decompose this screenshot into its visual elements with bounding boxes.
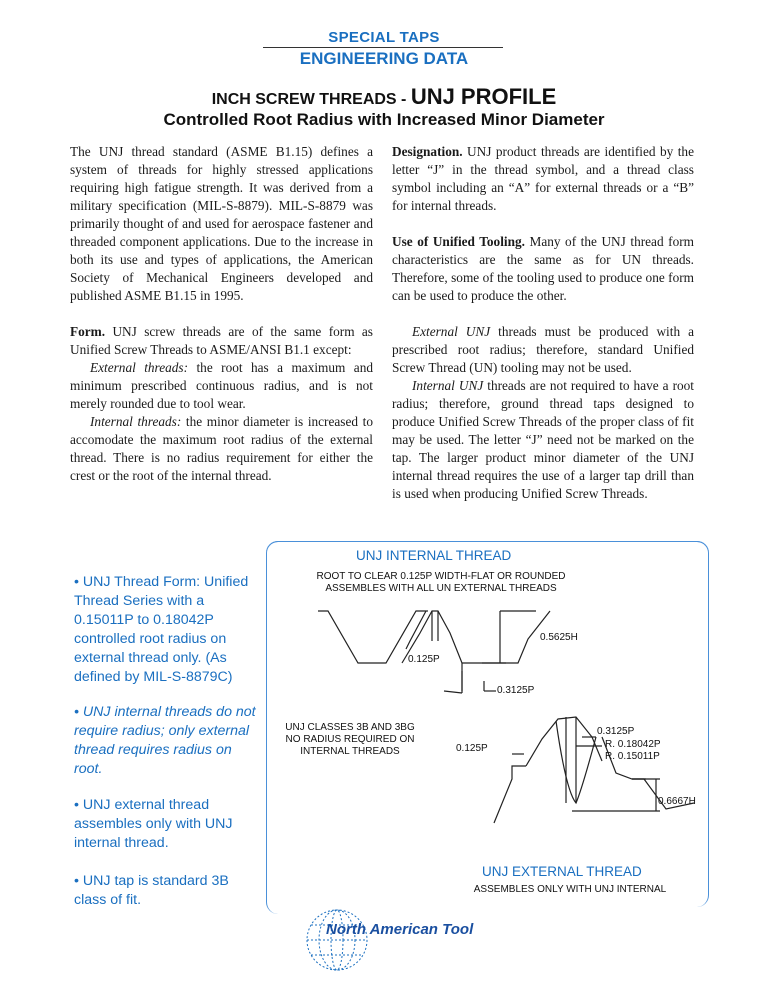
bullet-marker: • [74,797,79,813]
designation-text: UNJ product threads are identified by the letter “J” in the thread symbol, and a thread class symbol including an “A” for external threads or a “B” for internal threads. [392,144,694,213]
dim-label-0125p-ext: 0.125P [456,743,488,754]
bullet-item [74,573,264,687]
bullet-marker: • [74,704,79,720]
page-title-prefix: INCH SCREW THREADS - [211,91,411,108]
external-thread-title: UNJ EXTERNAL THREAD [482,864,642,879]
form-text: UNJ screw threads are of the same form as Unified Screw Threads to ASME/ANSI B1.1 except: [70,324,373,357]
ext-unj-heading: External UNJ [412,324,491,339]
internal-note [296,571,586,595]
internal-note-line: ASSEMBLES WITH ALL UN EXTERNAL THREADS [325,583,557,594]
designation-paragraph [392,143,694,215]
classes-note-line: NO RADIUS REQUIRED ON [285,734,415,745]
radius-max-label: R. 0.18042P [605,739,661,750]
section-label: SPECIAL TAPS [328,29,440,46]
classes-note-line: UNJ CLASSES 3B AND 3BG [285,722,415,733]
internal-note-line: ROOT TO CLEAR 0.125P WIDTH-FLAT OR ROUNDED [316,571,566,582]
bullet-item [74,796,264,853]
external-paragraph [70,359,373,413]
right-column [392,143,694,503]
external-note: ASSEMBLES ONLY WITH UNJ INTERNAL [473,884,667,895]
internal-text: the minor diameter is increased to accomodate the maximum root radius of the external thread. There is no radius requirement for either the crest or the root of the internal thread. [70,414,373,483]
internal-paragraph [70,413,373,485]
bullet-item [74,703,264,779]
company-logo-text: North American Tool [326,921,474,938]
page-subtitle: Controlled Root Radius with Increased Minor Diameter [163,110,605,129]
int-unj-paragraph [392,377,694,503]
page-title-main: UNJ PROFILE [410,84,557,109]
dim-label-06667h: 0.6667H [658,796,696,807]
bullet-marker: • [74,574,79,590]
bullet-text: UNJ tap is standard 3B class of fit. [74,873,229,908]
radius-min-label: R. 0.15011P [605,751,660,762]
internal-heading: Internal threads: [90,414,182,429]
globe-logo-icon [302,905,372,975]
int-unj-text: threads are not required to have a root radius; therefore, ground thread taps designed to produce Unified Screw Threads of the proper class of fit may be used. The letter “J” need not be marked on the tap. The larger product minor diameter of the UNJ internal thread requires the use of a larger tap drill than is used when producing Unified Screw Threads. [392,378,694,501]
header-divider [263,47,503,48]
external-thread-left-flank [494,766,526,823]
tooling-text: Many of the UNJ thread form characteristics are the same as for UN threads. Therefore, some of the tooling used to produce one form can be used to produce the other. [392,234,694,303]
classes-note [272,722,428,758]
bullet-text: UNJ internal threads do not require radius; only external thread requires radius on root. [74,704,256,777]
ext-unj-text: threads must be produced with a prescribed root radius; therefore, standard Unified Screw Thread (UN) tooling may not be used. [392,324,694,375]
bullet-text: UNJ external thread assembles only with UNJ internal thread. [74,797,233,851]
left-column [70,143,373,485]
ext-unj-paragraph [392,323,694,377]
dim-label-0125p: 0.125P [408,654,440,665]
internal-ext-left [444,691,462,693]
internal-thread-title: UNJ INTERNAL THREAD [356,548,512,563]
dim-label-03125p: 0.3125P [497,685,535,696]
classes-note-line: INTERNAL THREADS [300,746,400,757]
form-paragraph [70,323,373,359]
designation-heading: Designation. [392,144,463,159]
tooling-paragraph [392,233,694,305]
tooling-heading: Use of Unified Tooling. [392,234,525,249]
section-title: ENGINEERING DATA [299,49,469,68]
bullet-item [74,872,264,910]
bullet-text: UNJ Thread Form: Unified Thread Series with a 0.15011P to 0.18042P controlled root radius on external thread only. (As defined by MIL-S-8879C) [74,574,249,685]
page-title [0,84,768,110]
external-heading: External threads: [90,360,189,375]
intro-paragraph: The UNJ thread standard (ASME B1.15) defines a system of threads for highly stressed applications requiring high fatigue strength. It was derived from a military specification (MIL-S-8879). MIL-S-8879 was primarily thought of and used for aerospace fastener and threaded component applications. Due to the increase in both its use and types of applications, the American Society of Mechanical Engineers developed and published ASME B1.15 in 1995. [70,144,373,303]
internal-thread-root [406,611,426,649]
dim-label-03125p-ext: 0.3125P [597,726,635,737]
dim-label-05625h: 0.5625H [540,632,578,643]
int-unj-heading: Internal UNJ [412,378,484,393]
form-heading: Form. [70,324,106,339]
external-text: the root has a maximum and minimum prescribed continuous radius, and is not merely rounded due to tool wear. [70,360,374,411]
bullet-marker: • [74,873,79,889]
